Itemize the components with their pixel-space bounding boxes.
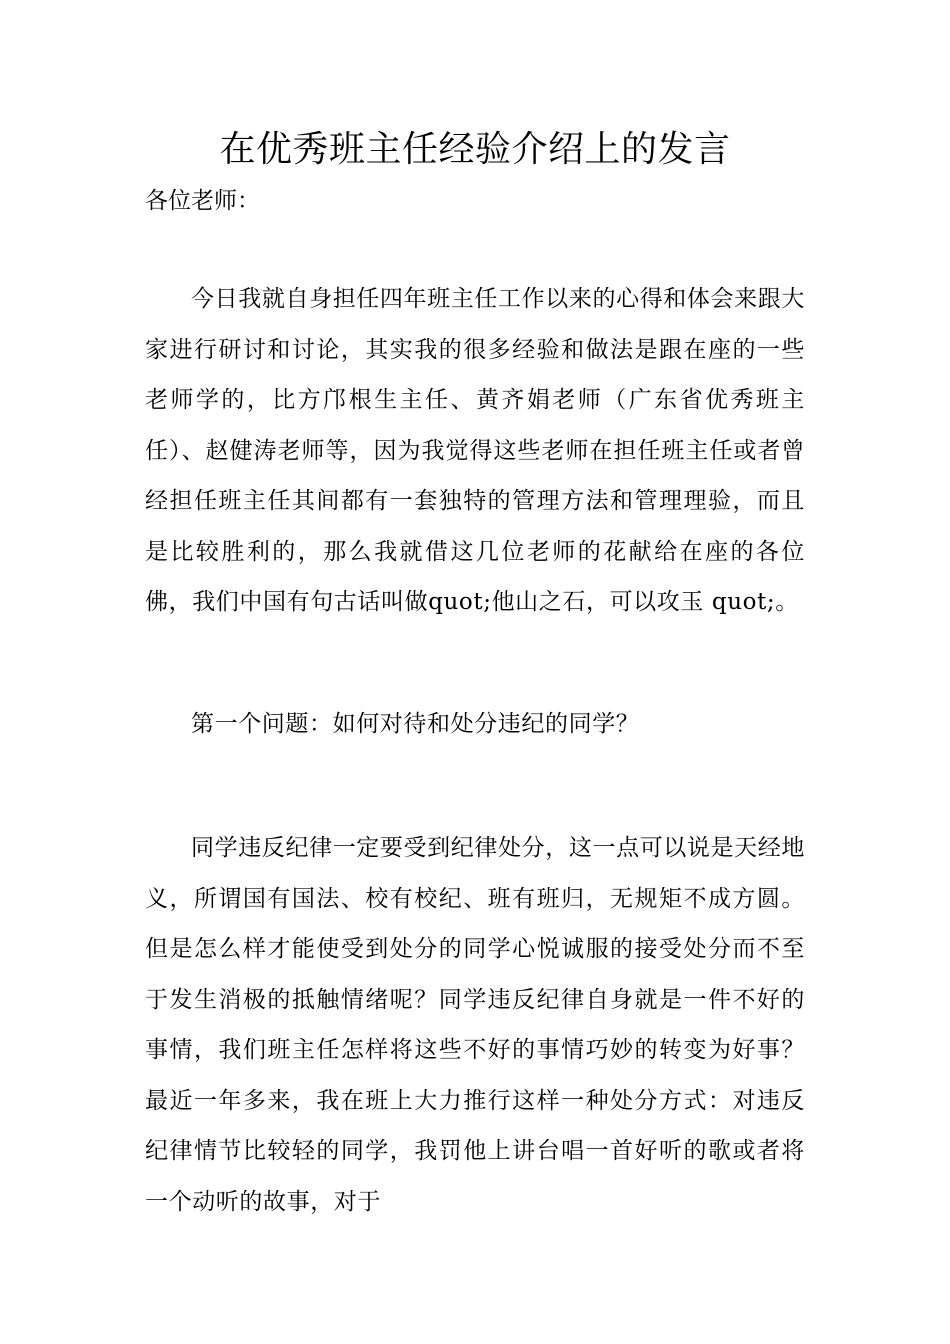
paragraph-intro: 今日我就自身担任四年班主任工作以来的心得和体会来跟大家进行研讨和讨论，其实我的很多经验和做法是跟在座的一些老师学的，比方邝根生主任、黄齐娟老师（广东省优秀班主任）、赵健涛老师等，因为我觉得这些老师在担任班主任或者曾经担任班主任其间都有一套独特的管理方法和管理理验，而且是比较胜利的，那么我就借这几位老师的花献给在座的各位佛，我们中国有句古话叫做quot;他山之石，可以攻玉 quot;。 [145,286,805,615]
paragraph-question-heading: 第一个问题：如何对待和处分违纪的同学？ [191,711,640,737]
paragraph-discipline: 同学违反纪律一定要受到纪律处分，这一点可以说是天经地义，所谓国有国法、校有校纪、班有班归，无规矩不成方圆。但是怎么样才能使受到处分的同学心悦诚服的接受处分而不至于发生消极的抵触情绪呢？同学违反纪律自身就是一件不好的事情，我们班主任怎样将这些不好的事情巧妙的转变为好事？最近一年多来，我在班上大力推行这样一种处分方式：对违反纪律情节比较轻的同学，我罚他上讲台唱一首好听的歌或者将一个动听的故事，对于 [145,835,805,1215]
document-title: 在优秀班主任经验介绍上的发言 [219,129,731,170]
salutation: 各位老师： [145,188,260,214]
